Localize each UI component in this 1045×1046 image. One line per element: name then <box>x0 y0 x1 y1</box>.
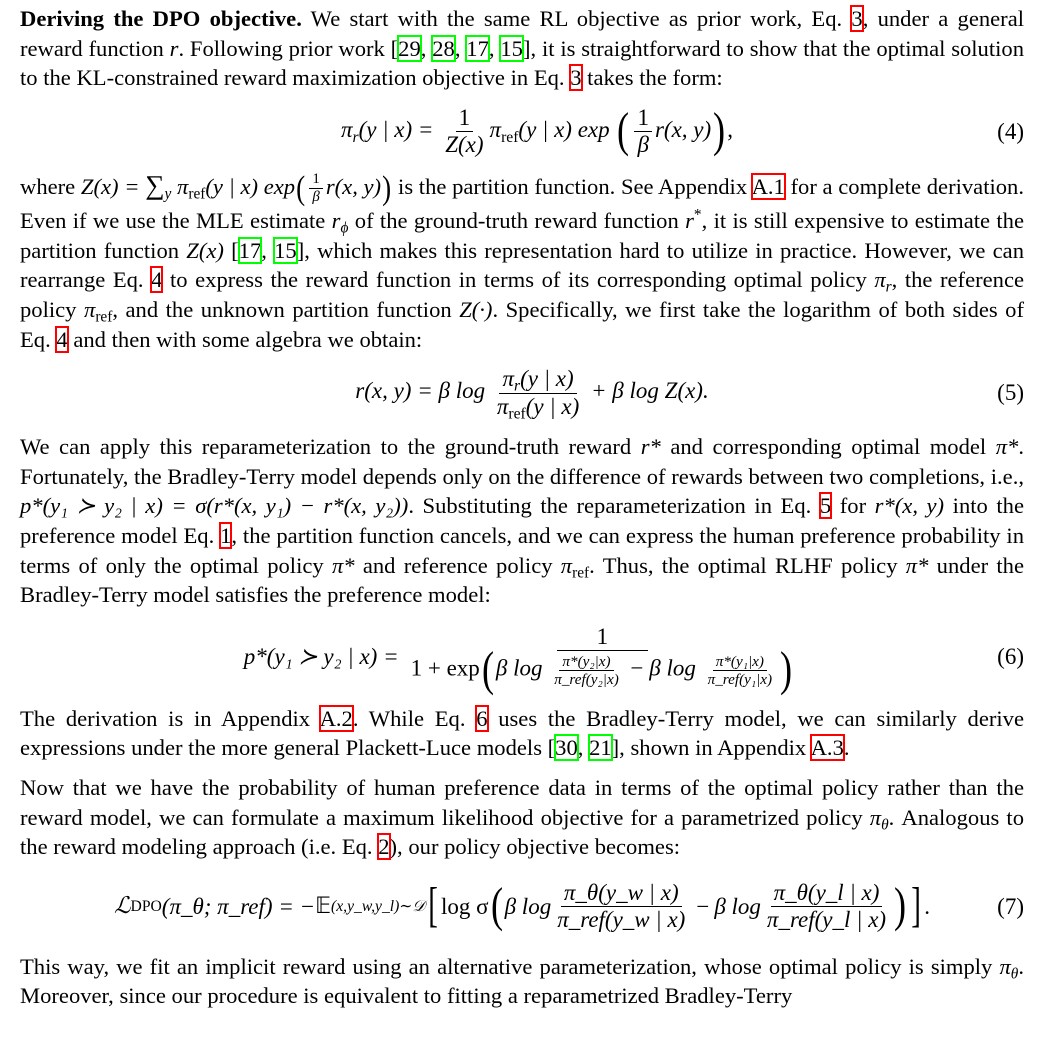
citation-17[interactable]: 17 <box>466 35 489 61</box>
citation-21[interactable]: 21 <box>589 735 612 761</box>
paragraph-derivation-appendix: The derivation is in Appendix A.2. While Eq. 6 uses the Bradley-Terry model, we can similarly derive expressions under the more general Plackett-Luce models [30, 21], shown in Appendix A.3. <box>20 705 1024 761</box>
citation-17b[interactable]: 17 <box>238 237 262 263</box>
citation-28[interactable]: 28 <box>432 35 455 61</box>
equation-6: p*(y₁ ≻ y₂ | x) = 1 1 + exp(β log $\frac{\text{π*(y₂|x)}}{\text{π\_ref(y₂|x)}}$ − β log $\frac{\text{π*(y₁|x)}}{\text{π\_ref(y₁|x)}}$ ) (6) <box>243 623 1024 697</box>
section-heading: Deriving the DPO objective. <box>20 6 302 31</box>
equation-ref-6[interactable]: 6 <box>476 705 488 731</box>
equation-ref-3b[interactable]: 3 <box>570 65 582 91</box>
paragraph-implicit-reward: This way, we fit an implicit reward using an alternative parameterization, whose optimal policy is simply $\pi_\theta$. Moreover, since our procedure is equivalent to fitting a reparametrized Bradley-Terry <box>20 953 1024 1009</box>
equation-ref-2[interactable]: 2 <box>378 834 390 860</box>
appendix-ref-a3[interactable]: A.3 <box>810 735 844 761</box>
paragraph-reparameterization: We can apply this reparameterization to the ground-truth reward r* and corresponding optimal model π*. Fortunately, the Bradley-Terry model depends only on the difference of rewards between two completions, i.e., p*(y₁ ≻ y₂ | x) = σ(r*(x, y₁) − r*(x, y₂)). Substituting the reparameterization in Eq. 5 for r*(x, y) into the preference model Eq. 1, the partition function cancels, and we can express the human preference probability in terms of only the optimal policy π* and reference policy $\pi_{ref}$. Thus, the optimal RLHF policy π* under the Bradley-Terry model satisfies the preference model: <box>20 434 1025 608</box>
equation-number-6: (6) <box>997 643 1024 669</box>
appendix-ref-a2[interactable]: A.2 <box>319 705 353 731</box>
equation-7: ℒ DPO (π_θ; π_ref) = − 𝔼 (x,y_w,y_l)∼𝒟 [ log σ ( β log $\frac{\pi\_\theta(y\_w | x)}{\text{π\_ref(y\_w | x)}}$ − β log $\frac{\pi\_\theta(y\_l | x)}{\text{π\_ref(y\_l | x)}}$ ) ] . (7) <box>113 879 1024 933</box>
equation-ref-3[interactable]: 3 <box>851 6 863 31</box>
citation-15b[interactable]: 15 <box>274 237 297 263</box>
citation-30[interactable]: 30 <box>555 735 578 761</box>
equation-4: $\pi_r(y$ | x) = $\frac{1}{Z(x)}$ $\pi_{ref}(y$ | x) exp ( $\frac{1}{\beta}$ r(x, y)), (4) <box>340 104 1024 158</box>
equation-ref-5[interactable]: 5 <box>819 493 832 519</box>
citation-15[interactable]: 15 <box>500 35 523 61</box>
equation-ref-4[interactable]: 4 <box>151 267 163 293</box>
appendix-ref-a1[interactable]: A.1 <box>751 173 785 199</box>
paragraph-policy-objective: Now that we have the probability of human preference data in terms of the optimal policy rather than the reward model, we can formulate a maximum likelihood objective for a parametrized policy $\pi_\theta$. Analogous to the reward modeling approach (i.e. Eq. 2), our policy objective becomes: <box>20 774 1024 860</box>
citation-29[interactable]: 29 <box>398 35 421 61</box>
equation-ref-4b[interactable]: 4 <box>56 326 68 352</box>
paragraph-deriving-dpo: Deriving the DPO objective. We start with the same RL objective as prior work, Eq. 3, under a general reward function r. Following prior work [29, 28, 17, 15], it is straightforward to show that the optimal solution to the KL-constrained reward maximization objective in Eq. 3 takes the form: <box>20 6 1025 91</box>
equation-number-5: (5) <box>997 380 1024 406</box>
paragraph-partition-function: where $Z(x) = \sum_y$ $\pi_{ref}(y$ | x) exp( $\frac{1}{\beta}$ r(x, y)) is the partition function. See Appendix A.1 for a complete derivation. Even if we use the MLE estimate $r_\phi$ of the ground-truth reward function r*, it is still expensive to estimate the partition function Z(x) [17, 15], which makes this representation hard to utilize in practice. However, we can rearrange Eq. 4 to express the reward function in terms of its corresponding optimal policy $\pi_r$, the reference policy $\pi_{ref}$, and the unknown partition function Z(·). Specifically, we first take the logarithm of both sides of Eq. 4 and then with some algebra we obtain: <box>20 169 1025 352</box>
equation-5: r(x, y) = β log $\frac{\pi_r(y | x)}{\pi_{ref}(y | x)}$ + β log Z(x). (5) <box>355 366 1024 423</box>
equation-number-4: (4) <box>997 118 1024 144</box>
equation-number-7: (7) <box>997 893 1024 919</box>
equation-ref-1[interactable]: 1 <box>220 523 232 548</box>
